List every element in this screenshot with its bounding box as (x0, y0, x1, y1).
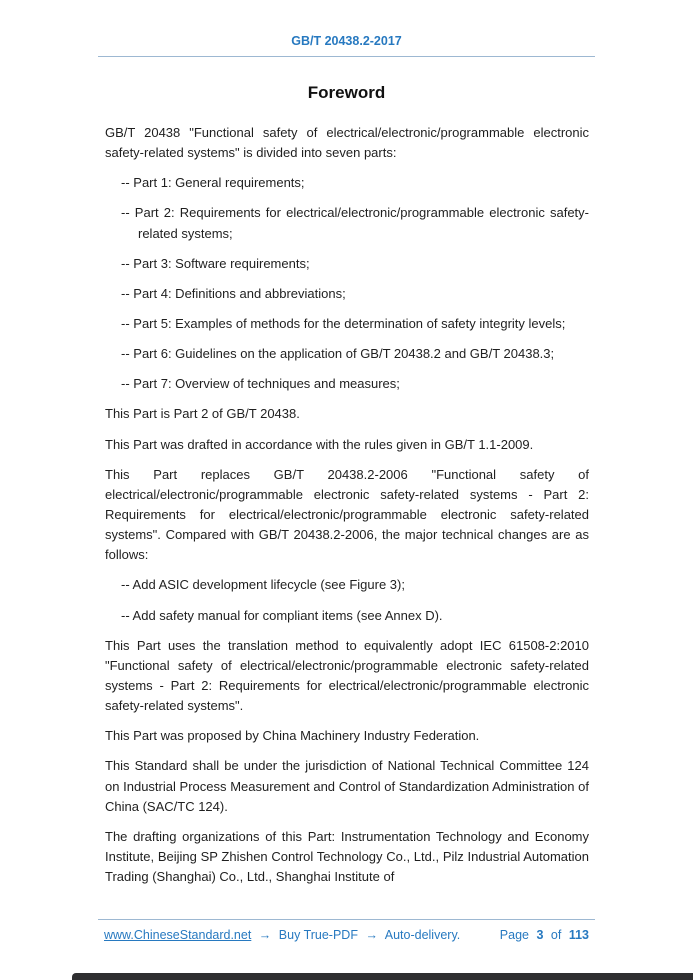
body-paragraph: This Part replaces GB/T 20438.2-2006 "Functional safety of electrical/electronic/programmable electronic safety-related systems - Part 2: Requirements for electrical/electronic/programmable electronic safety-related systems". Compared with GB/T 20438.2-2006, the major technical changes are as follows: (105, 466, 589, 563)
body-paragraph: The drafting organizations of this Part: Instrumentation Technology and Economy Institute, Beijing SP Zhishen Control Technology Co., Ltd., Pilz Industrial Automation Trading (Shanghai) Co., Ltd., Shanghai Institute of (105, 828, 589, 885)
footer-left (104, 928, 464, 942)
document-header (0, 0, 693, 57)
list-item: -- Part 6: Guidelines on the application of GB/T 20438.2 and GB/T 20438.3; (121, 346, 555, 362)
list-item: -- Part 5: Examples of methods for the determination of safety integrity levels; (121, 315, 566, 331)
arrow-icon: → (365, 928, 378, 942)
total-page-number: 113 (568, 928, 589, 942)
website-link[interactable]: www.ChineseStandard.net (104, 928, 252, 942)
document-number: GB/T 20438.2-2017 (291, 34, 402, 48)
document-footer (0, 919, 693, 942)
list-item: -- Part 1: General requirements; (121, 175, 305, 191)
body-paragraph: This Part is Part 2 of GB/T 20438. (105, 406, 300, 422)
page-label: Page (499, 928, 529, 942)
footer-buy-label: Buy True-PDF (278, 928, 358, 942)
list-item: -- Part 3: Software requirements; (121, 255, 310, 271)
list-item: -- Add safety manual for compliant items (see Annex D). (121, 607, 443, 623)
body-paragraph: This Standard shall be under the jurisdiction of National Technical Committee 124 on Industrial Process Measurement and Control of Standardization Administration of China (SAC/TC 124). (105, 758, 589, 814)
document-body (0, 123, 693, 887)
body-paragraph: GB/T 20438 "Functional safety of electrical/electronic/programmable electronic safety-related systems" is divided into seven parts: (105, 125, 589, 161)
list-item: -- Part 4: Definitions and abbreviations; (121, 285, 346, 301)
footer-divider (98, 919, 595, 920)
list-item: -- Part 2: Requirements for electrical/electronic/programmable electronic safety-related systems; (121, 205, 589, 241)
arrow-icon: → (258, 928, 272, 942)
body-paragraph: This Part was drafted in accordance with the rules given in GB/T 1.1-2009. (105, 436, 534, 452)
window-edge-strip (72, 973, 693, 980)
of-label: of (550, 928, 562, 942)
footer-delivery-label: Auto-delivery. (384, 928, 461, 942)
page-title: Foreword (307, 83, 386, 102)
list-item: -- Add ASIC development lifecycle (see Figure 3); (121, 577, 405, 593)
body-paragraph: This Part was proposed by China Machinery Industry Federation. (105, 728, 480, 744)
header-divider (98, 56, 595, 57)
current-page-number: 3 (536, 928, 544, 942)
page-indicator (496, 928, 589, 942)
body-paragraph: This Part uses the translation method to equivalently adopt IEC 61508-2:2010 "Functional safety of electrical/electronic/programmable electronic safety-related systems - Part 2: Requirements for electrical/electronic/programmable electronic safety-related systems". (105, 637, 589, 714)
list-item: -- Part 7: Overview of techniques and measures; (121, 376, 400, 392)
